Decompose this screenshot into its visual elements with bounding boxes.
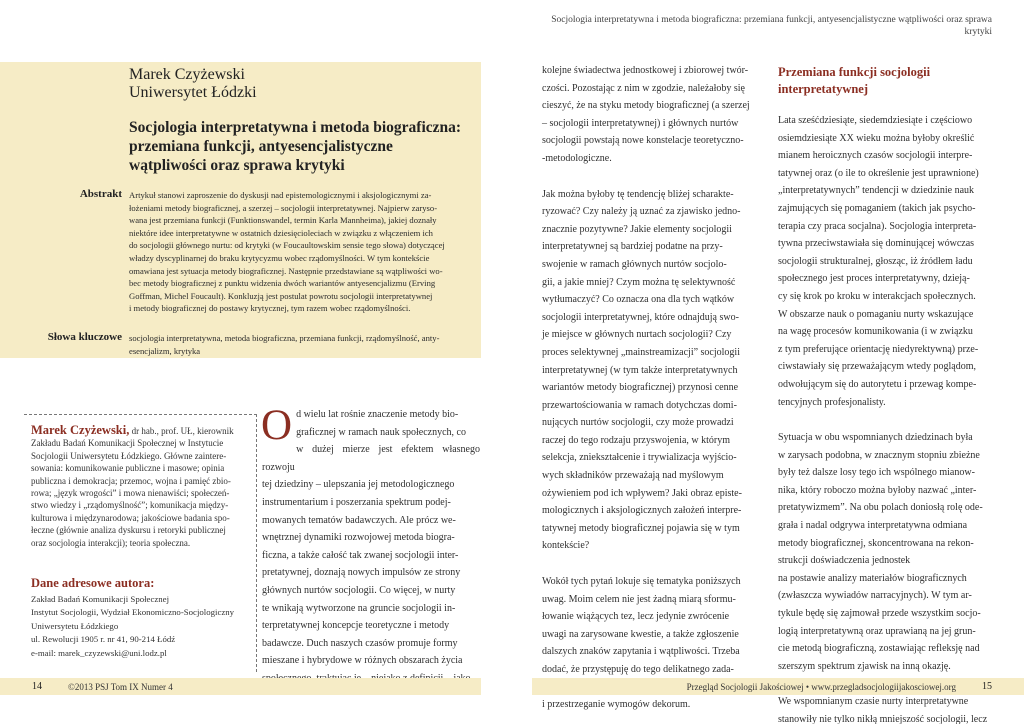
text-line: d wielu lat rośnie znaczenie metody bio- — [296, 409, 459, 420]
abstract-line: Goffman, Michel Foucault). Konkluzją jest postulat powrotu socjologii interpretatywnej — [129, 290, 433, 301]
text-line: stanowiły nie tylko nikłą mniejszość socjologii, lecz — [778, 714, 988, 724]
bio-line: dr hab., prof. UŁ, kierownik — [131, 426, 234, 436]
text-line: „interpretatywnych” tendencji w dziedzinie nauk — [778, 185, 975, 197]
bio-author-name: Marek Czyżewski, — [31, 423, 130, 437]
text-line: socjologii strukturalnej, głosząc, iż źródłem ładu — [778, 255, 973, 267]
abstract-line: łożeniami metody biograficznej, a szerzej – socjologii interpretatywnej. Najpierw zaryso- — [129, 202, 438, 213]
text-line: przewartościowania w ramach dotychczas domi- — [542, 399, 737, 411]
address-line: Instytut Socjologii, Wydział Ekonomiczno-Socjologiczny — [31, 607, 235, 618]
bio-line: rowa; „język wrogości” i mowa nienawiści; społeczeń- — [31, 488, 230, 499]
address-line: ul. Rewolucji 1905 r. nr 41, 90-214 Łódź — [31, 634, 176, 645]
bio-line: łeczne (głównie analiza dyskursu i retoryki publicznej — [31, 525, 226, 536]
text-line: selekcja, zniekształcenie i trywializacja wyjścio- — [542, 452, 737, 464]
drop-cap: O — [261, 402, 293, 449]
text-line: proces selektywnej „mainstreamizacji” socjologii — [542, 346, 740, 358]
text-line: na postawie analizy materiałów biograficznych — [778, 572, 967, 584]
bio-line: publiczna i demokracja; przemoc, wojna i pamięć zbio- — [31, 475, 231, 486]
text-line: pretatywnej, doznają nowych impulsów ze strony — [262, 567, 461, 579]
text-line: nika, który roboczo można byłoby nazwać „inter- — [778, 484, 977, 496]
abstract-line: omawiana jest sytuacja metody biograficznej. Następnie przedstawiane są wątpliwości wo- — [129, 265, 443, 276]
text-line: tykule będę się zajmował przede wszystkim socjo- — [778, 608, 981, 620]
keywords-line: esencjalizm, krytyka — [129, 345, 201, 356]
text-line: cy się krok po kroku w interakcjach społecznych. — [778, 290, 976, 302]
text-line: grała i nadal odgrywa interpretatywna odmiana — [778, 520, 968, 532]
bio-line: Socjologii Uniwersytetu Łódzkiego. Główne zaintere- — [31, 450, 227, 461]
text-line: terpretatywnej koncepcje teoretyczne i metody — [262, 620, 450, 632]
author-bio — [31, 424, 247, 549]
journal-name-url: Przegląd Socjologii Jakościowej • www.przegladsocjologiijakosciowej.org — [686, 682, 956, 692]
text-line: instrumentarium i poszerzania spektrum podej- — [262, 496, 451, 508]
abstract-line: do socjologii głównego nurtu: od krytyki (w Foucaultowskim sensie tego słowa) dotyczącej — [129, 240, 445, 251]
bio-line: stwo wiedzy i „rządomyślność”; komunikacja między- — [31, 500, 229, 511]
text-line: kolejne świadectwa jednostkowej i zbiorowej twór- — [542, 65, 749, 76]
text-line: metody biograficznej, skoncentrowana na rekon- — [778, 537, 974, 549]
bio-line: sowania: komunikowanie publiczne i masowe; opinia — [31, 463, 225, 474]
text-line: mowanych tematów badawczych. Ale prócz we- — [262, 514, 456, 526]
text-line: wariantów metody biograficznej) przynosi cenne — [542, 382, 739, 394]
abstract-line: wana jest przemiana funkcji (Funktionswandel, termin Karla Mannheima), jakiej doznały — [129, 215, 437, 226]
text-line: (zwłaszcza wywiadów narracyjnych). W tym ar- — [778, 590, 972, 602]
text-line: czości. Pozostając z nim w zgodzie, należałoby się — [542, 82, 745, 94]
text-line: i przestrzeganie wymogów dekorum. — [542, 699, 691, 711]
running-head: Socjologia interpretatywna i metoda biograficzna: przemiana funkcji, antyesencjalistyczne wątpliwości oraz sprawa krytyki — [551, 15, 992, 37]
author-affiliation: Uniwersytet Łódzki — [129, 84, 257, 101]
text-line: szerszym spektrum zjawisk na inną okazję. — [778, 660, 951, 672]
text-line: znacznie pozytywne? Jakie elementy socjologii — [542, 223, 732, 235]
bio-line: kulturowa i międzynarodowa; jakościowe badania spo- — [31, 512, 230, 523]
paper-title: Socjologia interpretatywna i metoda biograficzna: przemiana funkcji, antyesencjalistyczne wątpliwości oraz sprawa krytyki — [129, 119, 462, 174]
text-line: Lata sześćdziesiąte, siedemdziesiąte i częściowo — [778, 115, 973, 126]
text-line: socjologii powstają nowe konstelacje teoretyczno- — [542, 135, 744, 147]
text-line: tatywnej oraz (o ile to określenie jest uprawnione) — [778, 167, 979, 179]
bio-line: Zakładu Badań Komunikacji Społecznej w Instytucie — [31, 438, 224, 449]
text-line: tatywnej metody biograficznej pojawia się w tym — [542, 522, 740, 534]
text-line: wytłumaczyć? Co oznacza ona dla tych wątków — [542, 294, 735, 306]
abstract-label: Abstrakt — [79, 188, 122, 200]
paragraph-gap — [542, 555, 757, 573]
article-column-1 — [261, 402, 480, 688]
text-line: mologicznych i aksjologicznych założeń interpre- — [542, 505, 742, 517]
text-line: na wagę procesów komunikowania (i w związku — [778, 326, 973, 338]
text-line: gii, a jakie mniej? Czym można tę selektywność — [542, 276, 736, 288]
text-line: ryzować? Czy należy ją uznać za zjawisko jedno- — [542, 206, 741, 218]
address-heading: Dane adresowe autora: — [31, 576, 155, 590]
abstract-line: bec metody biograficznej z punktu widzenia dwóch wariantów antyesencjalizmu (Erving — [129, 278, 436, 289]
text-line: W obszarze nauk o pomaganiu nurty wskazujące — [778, 308, 974, 320]
text-line: dodać, że przystępuję do tego delikatnego zada- — [542, 664, 734, 675]
text-line: łowanie wiążących tez, lecz jedynie zwrócenie — [542, 611, 730, 623]
text-line: wnętrznej dynamiki rozwojowej metoda biogra- — [262, 532, 455, 544]
text-line: osiemdziesiąte XX wieku można byłoby określić — [778, 132, 975, 144]
text-line: Sytuacja w obu wspomnianych dziedzinach była — [778, 432, 973, 444]
text-line: Wokół tych pytań lokuje się tematyka poniższych — [542, 576, 741, 588]
text-line: graficznej w ramach nauk społecznych, co — [296, 426, 466, 438]
page-number-right: 15 — [982, 681, 992, 692]
text-line: dalszych znaków zapytania i wątpliwości. Trzeba — [542, 646, 740, 658]
text-line: w dużej mierze jest efektem własnego rozwoju — [262, 444, 480, 473]
abstract-line: i metody biograficznej do postawy krytycznej, tym razem wobec rządomyślności. — [129, 303, 411, 314]
text-line: swojenie w ramach głównych nurtów socjolo- — [542, 258, 727, 270]
text-line: uwag. Moim celem nie jest żadną miarą sformu- — [542, 593, 736, 605]
text-line: cieszyć, że na styku metody biograficznej (a szerzej — [542, 100, 750, 112]
address-line: e-mail: marek_czyzewski@uni.lodz.pl — [31, 647, 167, 658]
text-line: mianem heroicznych czasów socjologii interpre- — [778, 150, 973, 162]
keywords-label: Słowa kluczowe — [47, 331, 122, 343]
text-line: terapia czy praca socjalna). Socjologia interpreta- — [778, 220, 977, 232]
text-line: mieszane i hybrydowe w różnych obszarach życia — [262, 655, 463, 667]
text-line: raczej do tego rodzaju przyswojenia, w którym — [542, 434, 730, 446]
abstract-line: władzy dyscyplinarnej do braku krytycyzmu wobec rządomyślności. W tym kontekście — [129, 253, 430, 263]
text-line: Jak można byłoby tę tendencję bliżej scharakte- — [542, 188, 734, 200]
text-line: nujących nurtów socjologii, czy może prowadzi — [542, 417, 734, 429]
page-number-left: 14 — [32, 681, 42, 692]
text-line: ficzna, a także całość tak zwanej socjologii inter- — [262, 549, 459, 561]
abstract-line: niektóre idee interpretatywne w ostatnich dziesięcioleciach w związku z włączeniem ich — [129, 227, 433, 238]
text-line: głównych nurtów socjologii. Co więcej, w nurty — [262, 584, 456, 596]
article-column-3 — [778, 112, 992, 724]
text-line: ożywieniem pod ich wpływem? Jaki obraz episte- — [542, 487, 742, 499]
text-line: interpretatywnej są bardziej podatne na przy- — [542, 241, 723, 253]
text-line: We wspomnianym czasie nurty interpretatywne — [778, 696, 969, 708]
text-line: ciwstawiały się przeważającym wtedy poglądom, — [778, 361, 976, 373]
text-line: społecznego jest proces interpretatywny, dzieją- — [778, 273, 970, 285]
text-line: wych składników przeważają nad myślowym — [542, 470, 724, 482]
text-line: tywna przeciwstawiała się dominującej wówczas — [778, 238, 975, 250]
text-line: socjologii interpretatywnej, które odnajdują swo- — [542, 311, 739, 323]
text-line: pretatywizmem”. Na obu polach doniosłą rolę ode- — [778, 502, 983, 514]
text-line: je miejsce w głównych nurtach socjologii? Czy — [542, 329, 732, 341]
address-line: Uniwersytetu Łódzkiego — [31, 620, 119, 631]
address-line: Zakład Badań Komunikacji Społecznej — [31, 594, 170, 604]
section-heading: Przemiana funkcji socjologii interpretatywnej — [778, 65, 931, 96]
text-line: tej dziedziny – ulepszania jej metodologicznego — [262, 479, 455, 491]
text-line: logią interpretatywną oraz uprawianą na jej grun- — [778, 625, 976, 637]
text-line: – socjologii interpretatywnej) i głównych nurtów — [542, 117, 739, 129]
paragraph-gap — [542, 168, 757, 186]
abstract-line: Artykuł stanowi zaproszenie do dyskusji nad epistemologicznymi i aksjologicznymi za- — [129, 190, 432, 200]
text-line: zajmujących się pomaganiem (takich jak psycho- — [778, 202, 976, 214]
text-line: cie metodą biograficzną, zostawiając refleksję nad — [778, 643, 980, 655]
text-line: kontekście? — [542, 540, 590, 552]
text-line: tencyjnych profesjonalisty. — [778, 396, 886, 408]
text-line: w zarysach podobna, w znacznym stopniu zbieżne — [778, 449, 980, 461]
author-name: Marek Czyżewski — [129, 66, 245, 83]
text-line: uwagi na zarysowane kwestie, a także zgłoszenie — [542, 628, 739, 640]
journal-issue: ©2013 PSJ Tom IX Numer 4 — [68, 682, 173, 692]
text-line: z tym preferujące orientację niedyrektywną) prze- — [778, 343, 979, 355]
text-line: te wnikają wytworzone na gruncie socjologii in- — [262, 602, 456, 614]
article-column-2 — [542, 62, 757, 714]
bio-line: oraz socjologia interakcji); teoria społeczna. — [31, 537, 191, 548]
text-line: strukcji doświadczenia jednostek — [778, 555, 911, 567]
text-line: -metodologiczne. — [542, 152, 612, 164]
text-line: interpretatywnej (w tym także interpretatywnych — [542, 364, 738, 376]
paragraph-gap — [778, 411, 992, 429]
text-line: badawcze. Duch naszych czasów promuje formy — [262, 637, 458, 649]
text-line: były też dalsze losy tego ich wspólnego mianow- — [778, 467, 975, 479]
text-line: odwołującym się do autorytetu i przewag kompe- — [778, 378, 977, 390]
keywords-line: socjologia interpretatywna, metoda biograficzna, przemiana funkcji, rządomyślność, anty- — [129, 333, 440, 343]
